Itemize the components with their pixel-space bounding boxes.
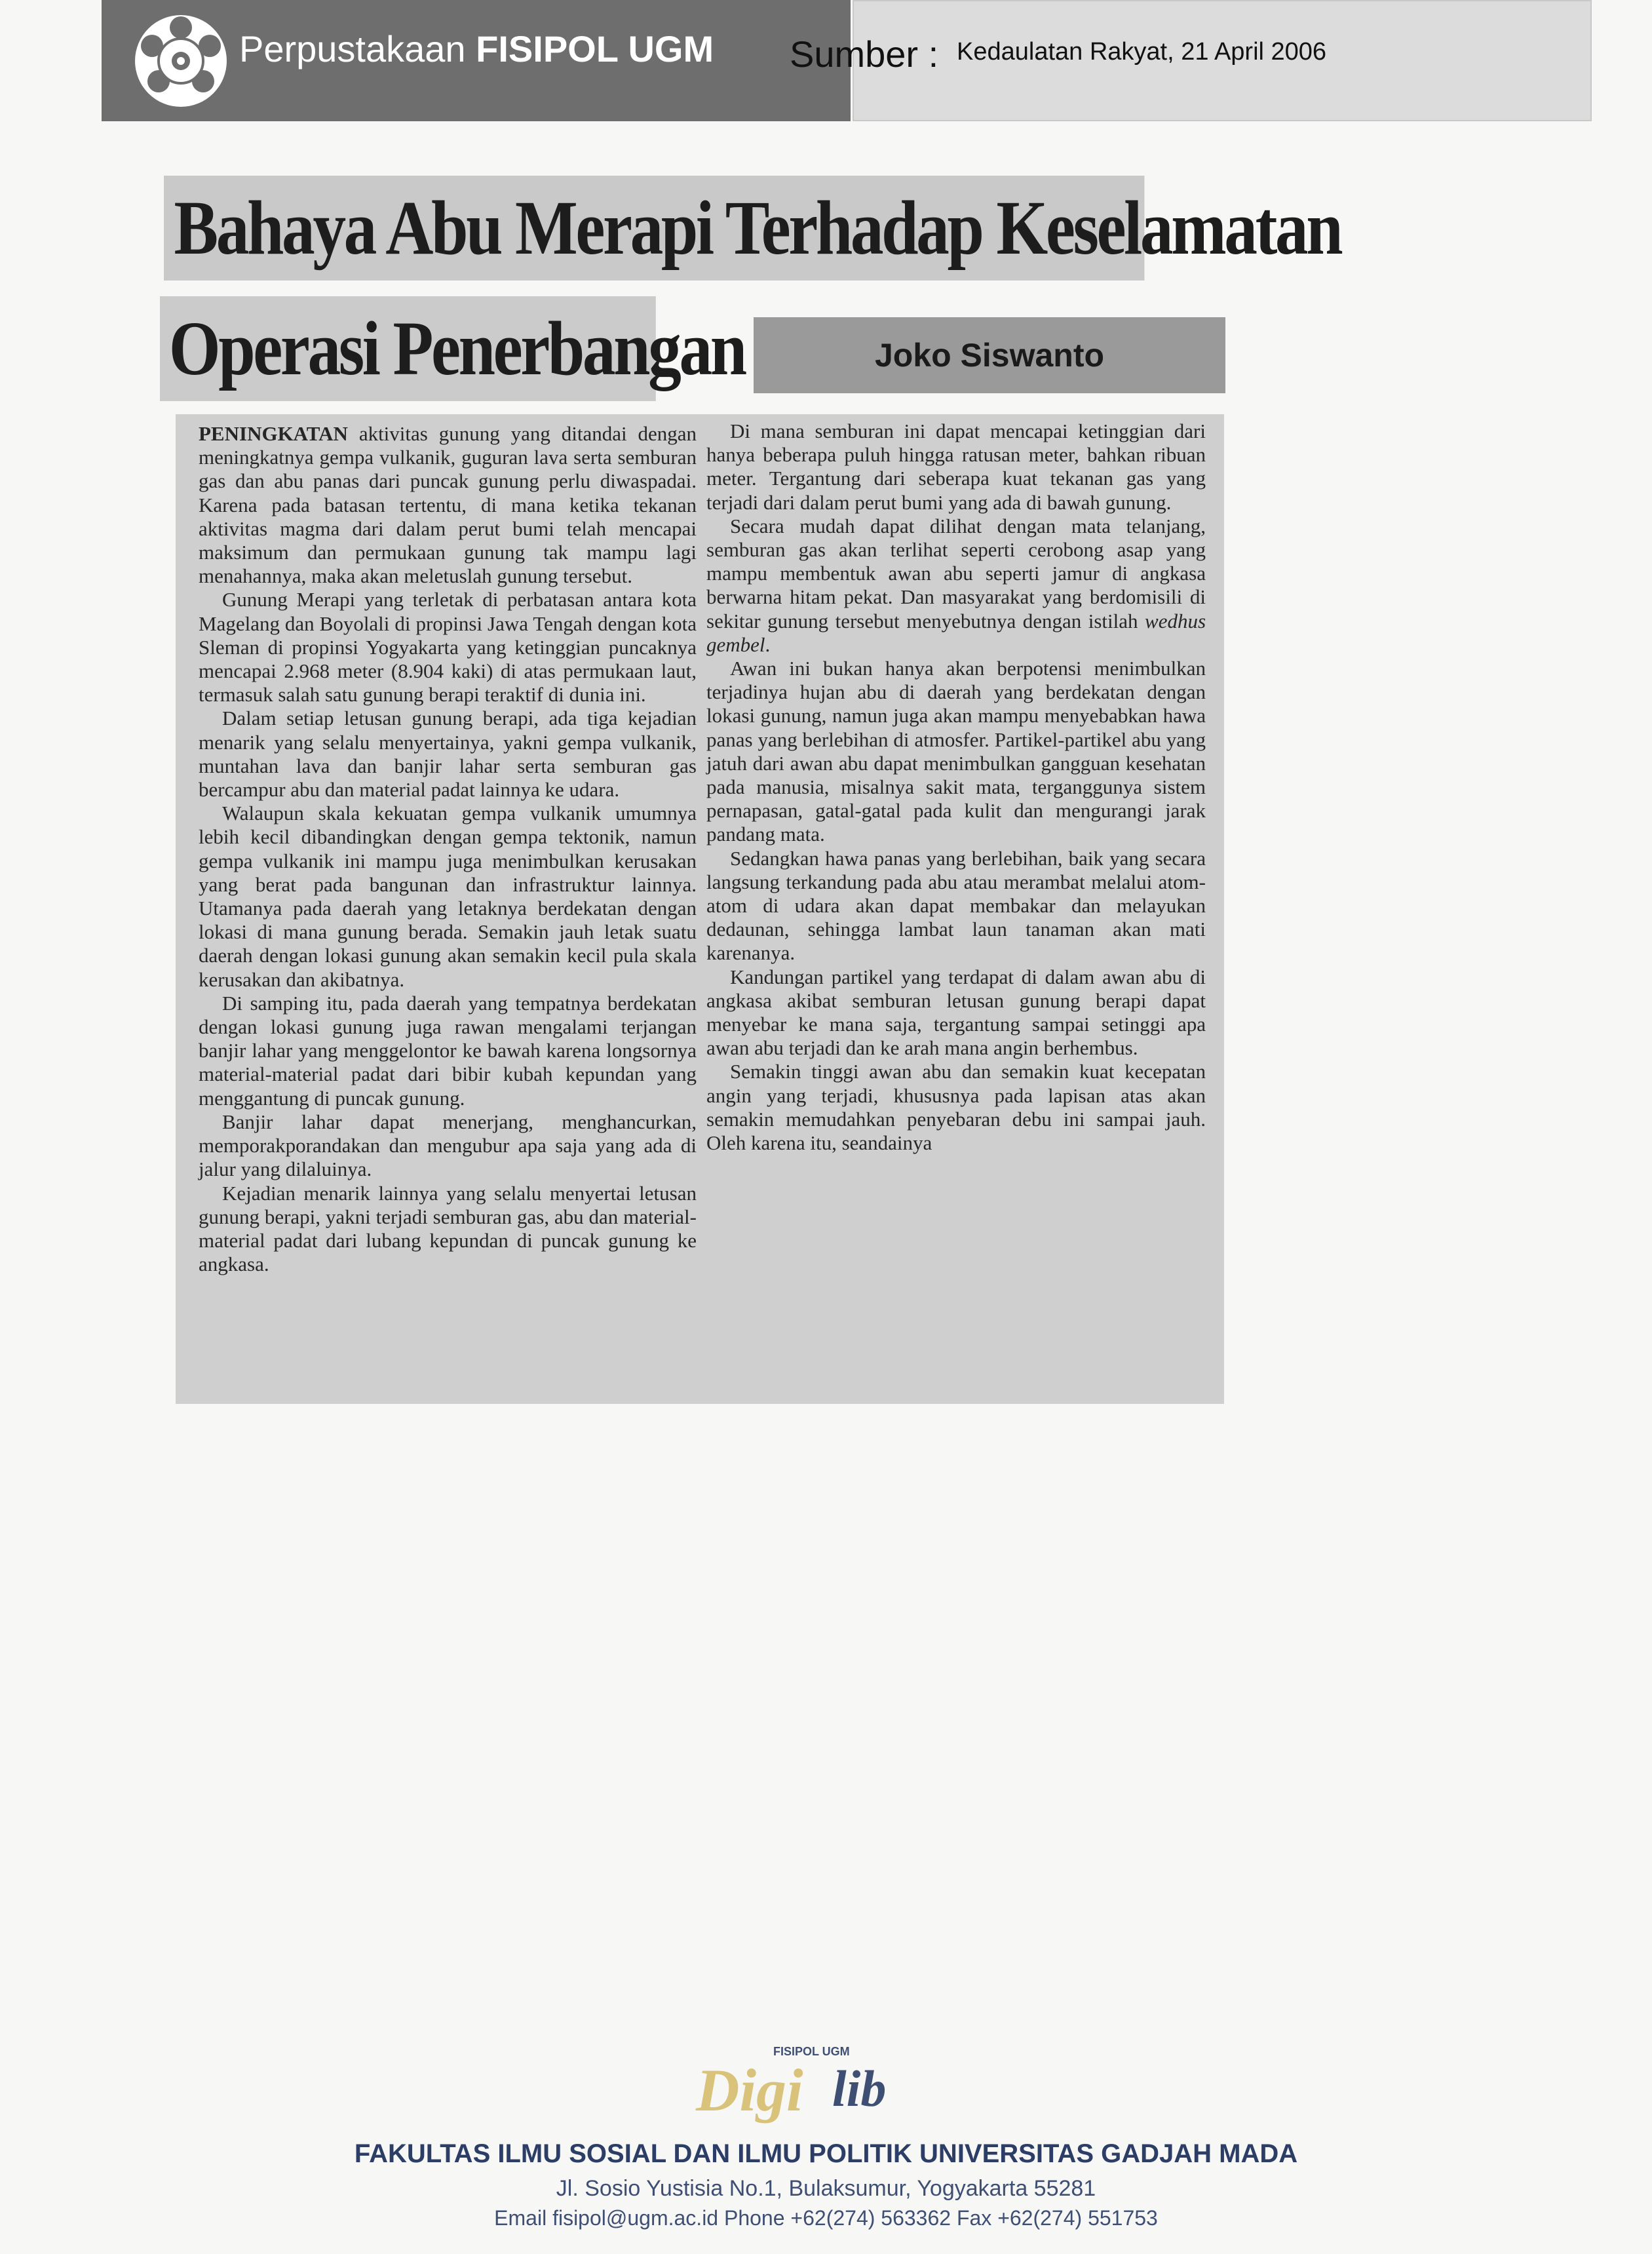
paragraph: Sedangkan hawa panas yang berlebihan, baik yang secara langsung terkandung pada abu atau merambat melalui atom-atom di udara akan dapat membakar dan melayukan dedaunan, sehingga lambat laun tanaman akan mati karenanya. [706,846,1206,965]
library-name: Perpustakaan FISIPOL UGM [239,28,714,69]
source-value: Kedaulatan Rakyat, 21 April 2006 [957,38,1327,66]
article-body [176,414,1224,1404]
article-title-line1: Bahaya Abu Merapi Terhadap Keselamatan [164,176,1144,281]
article-title-line2: Operasi Penerbangan [160,296,656,401]
digilib-logo [695,2037,937,2122]
article-column-right [706,414,1206,1155]
logo-word-digi: Digi [696,2057,803,2124]
faculty-name: FAKULTAS ILMU SOSIAL DAN ILMU POLITIK UNIVERSITAS GADJAH MADA [354,2139,1298,2168]
ugm-seal-icon [133,13,229,109]
article-column-left [199,414,697,1276]
article-author: Joko Siswanto [754,317,1225,393]
paragraph: Awan ini bukan hanya akan berpotensi menimbulkan terjadinya hujan abu di daerah yang berdekatan dengan lokasi gunung, namun juga akan mampu menyebabkan hawa panas yang berlebihan di atmosfer. Partikel-partikel abu yang jatuh dari awan abu dapat menimbulkan gangguan kesehatan pada manusia, misalnya sakit mata, terganggunya sistem pernapasan, gatal-gatal pada kulit dan mengurangi jarak pandang mata. [706,657,1206,846]
paragraph: PENINGKATAN aktivitas gunung yang ditandai dengan meningkatnya gempa vulkanik, guguran lava serta semburan gas dan abu panas dari puncak gunung perlu diwaspadai. Karena pada batasan tertentu, di mana ketika tekanan aktivitas magma dari dalam perut bumi telah mencapai maksimum dan permukaan gunung tak mampu lagi menahannya, maka akan meletuslah gunung tersebut. [199,422,697,588]
paragraph: Kandungan partikel yang terdapat di dalam awan abu di angkasa akibat semburan letusan gunung berapi dapat menyebar ke mana saja, tergantung sampai setinggi apa awan abu terjadi dan ke arah mana angin berhembus. [706,965,1206,1060]
paragraph: Gunung Merapi yang terletak di perbatasan antara kota Magelang dan Boyolali di propinsi Jawa Tengah dengan kota Sleman di propinsi Yogyakarta yang ketinggian puncaknya mencapai 2.968 meter (8.904 kaki) di atas permukaan laut, termasuk salah satu gunung berapi teraktif di dunia ini. [199,588,697,707]
paragraph: Dalam setiap letusan gunung berapi, ada tiga kejadian menarik yang selalu menyertainya, yakni gempa vulkanik, muntahan lava dan banjir lahar serta semburan gas bercampur abu dan material padat lainnya ke udara. [199,707,697,802]
faculty-address: Jl. Sosio Yustisia No.1, Bulaksumur, Yogyakarta 55281 [556,2176,1096,2201]
paragraph: Di mana semburan ini dapat mencapai ketinggian dari hanya beberapa puluh hingga ratusan meter, bahkan ribuan meter. Tergantung dari seberapa kuat tekanan gas yang terjadi dari dalam perut bumi yang ada di bawah gunung. [706,419,1206,514]
source-label: Sumber : [790,33,939,75]
italic-term: wedhus gembel [706,609,1206,656]
library-banner [102,0,851,121]
logo-word-lib: lib [832,2060,887,2117]
logo-top-text: FISIPOL UGM [773,2045,850,2058]
paragraph: Di samping itu, pada daerah yang tempatnya berdekatan dengan lokasi gunung juga rawan mengalami terjangan banjir lahar yang menggelontor ke bawah karena longsornya material-material padat dari bibir kubah kepundan yang menggantung di puncak gunung. [199,991,697,1110]
paragraph: Walaupun skala kekuatan gempa vulkanik umumnya lebih kecil dibandingkan dengan gempa tektonik, namun gempa vulkanik ini mampu juga menimbulkan kerusakan yang berat pada bangunan dan infrastruktur lainnya. Utamanya pada daerah yang letaknya berdekatan dengan lokasi di mana gunung berada. Semakin jauh letak suatu daerah dengan lokasi gunung akan semakin kecil pula skala kerusakan dan akibatnya. [199,802,697,991]
paragraph: Semakin tinggi awan abu dan semakin kuat kecepatan angin yang terjadi, khususnya pada lapisan atas akan semakin memudahkan penyebaran debu ini sampai jauh. Oleh karena itu, seandainya [706,1060,1206,1155]
lead-word: PENINGKATAN [199,422,348,445]
paragraph: Secara mudah dapat dilihat dengan mata telanjang, semburan gas akan terlihat seperti cerobong asap yang mampu membentuk awan abu seperti jamur di angkasa berwarna hitam pekat. Dan masyarakat yang berdomisili di sekitar gunung tersebut menyebutnya dengan istilah wedhus gembel. [706,514,1206,656]
faculty-contact: Email fisipol@ugm.ac.id Phone +62(274) 563362 Fax +62(274) 551753 [494,2206,1158,2230]
paragraph: Kejadian menarik lainnya yang selalu menyertai letusan gunung berapi, yakni terjadi semburan gas, abu dan material-material padat dari lubang kepundan di puncak gunung ke angkasa. [199,1181,697,1276]
paragraph: Banjir lahar dapat menerjang, menghancurkan, memporakporandakan dan mengubur apa saja yang ada di jalur yang dilaluinya. [199,1110,697,1181]
